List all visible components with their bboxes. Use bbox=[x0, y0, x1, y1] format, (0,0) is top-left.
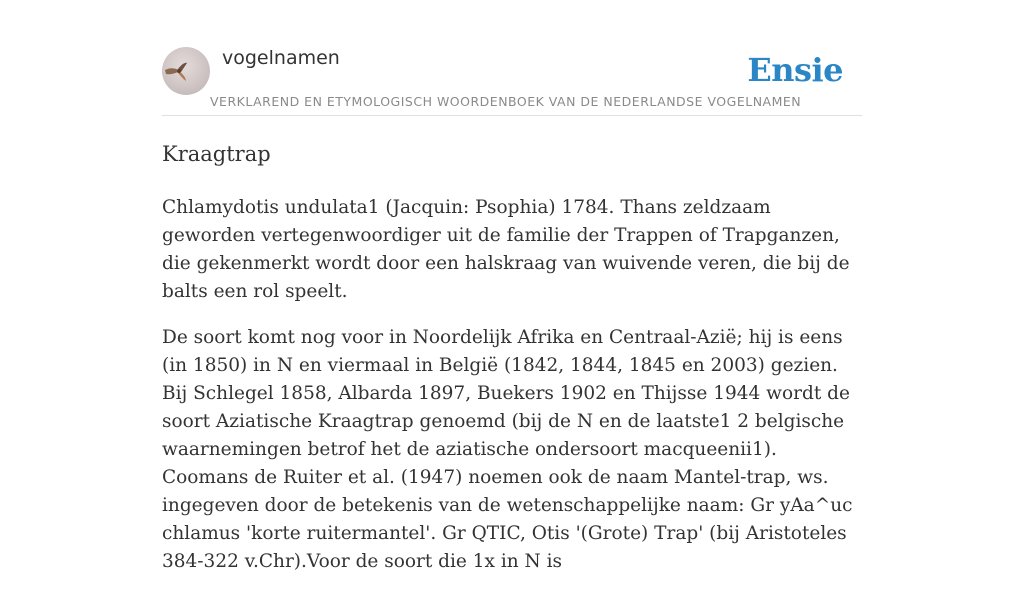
avatar[interactable] bbox=[162, 47, 210, 95]
page-title: Kraagtrap bbox=[162, 142, 271, 166]
site-name[interactable]: vogelnamen bbox=[222, 47, 340, 69]
site-tagline: VERKLAREND EN ETYMOLOGISCH WOORDENBOEK VAN DE NEDERLANDSE VOGELNAMEN bbox=[210, 94, 802, 109]
brand-logo[interactable]: Ensie bbox=[747, 51, 843, 89]
article bbox=[162, 138, 862, 594]
article-paragraph: De soort komt nog voor in Noordelijk Afrika en Centraal-Azië; hij is eens (in 1850) in N en viermaal in België (1842, 1844, 1845 en 2003) gezien. Bij Schlegel 1858, Albarda 1897, Buekers 1902 en Thijsse 1944 wordt de soort Aziatische Kraagtrap genoemd (bij de N en de laatste1 2 belgische waarnemingen betrof het de aziatische ondersoort macqueenii1). Coomans de Ruiter et al. (1947) noemen ook de naam Mantel-trap, ws. ingegeven door de betekenis van de wetenschappelijke naam: Gr yAa^uc chlamus 'korte ruitermantel'. Gr QTIC, Otis '(Grote) Trap' (bij Aristoteles 384-322 v.Chr).Voor de soort die 1x in N is bbox=[162, 327, 853, 572]
bird-in-flight-icon bbox=[162, 47, 210, 95]
site-header bbox=[162, 46, 862, 116]
article-paragraph: Chlamydotis undulata1 (Jacquin: Psophia) 1784. Thans zeldzaam geworden vertegenwoordiger uit de familie der Trappen of Trapganzen, die gekenmerkt wordt door een halskraag van wuivende veren, die bij de balts een rol speelt. bbox=[162, 197, 850, 302]
